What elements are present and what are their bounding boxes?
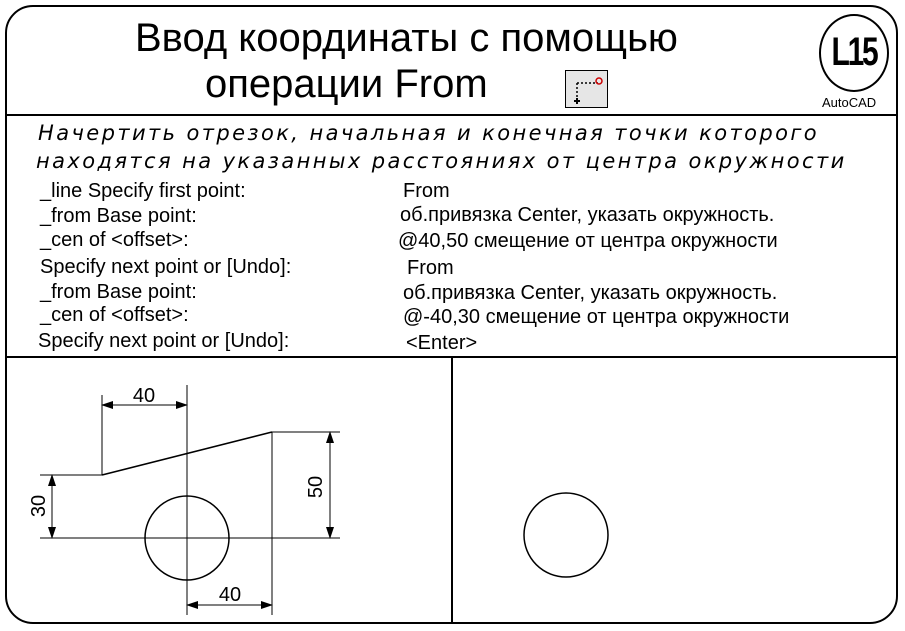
command-prompt: Specify next point or [Undo]: [38, 330, 290, 352]
task-line1: Начертить отрезок, начальная и конечная точки которого [38, 121, 820, 145]
dimension-top-label: 40 [132, 385, 156, 407]
dimension-right-label: 50 [305, 475, 327, 499]
command-prompt: Specify next point or [Undo]: [40, 256, 292, 278]
brand-label: AutoCAD [822, 95, 877, 110]
command-response: From [403, 180, 450, 202]
command-response: об.привязка Center, указать окружность. [403, 282, 778, 304]
command-response: об.привязка Center, указать окружность. [400, 204, 775, 226]
command-response: @40,50 смещение от центра окружности [398, 230, 778, 252]
dimension-left-label: 30 [28, 494, 50, 518]
lesson-number: L15 [831, 30, 877, 74]
command-prompt: _cen of <offset>: [40, 304, 189, 326]
command-prompt: _cen of <offset>: [40, 229, 189, 251]
page-title-line1: Ввод координаты с помощью [135, 16, 678, 60]
circle-right [524, 493, 608, 577]
command-response: <Enter> [406, 332, 478, 354]
task-line2: находятся на указанных расстояниях от центра окружности [36, 149, 847, 173]
command-prompt: _from Base point: [40, 205, 197, 227]
command-prompt: _from Base point: [40, 281, 197, 303]
page-title-line2: операции From [205, 62, 488, 106]
dimension-bottom-label: 40 [218, 584, 242, 606]
command-response: From [407, 257, 454, 279]
command-prompt: _line Specify first point: [40, 180, 246, 202]
command-response: @-40,30 смещение от центра окружности [403, 306, 790, 328]
